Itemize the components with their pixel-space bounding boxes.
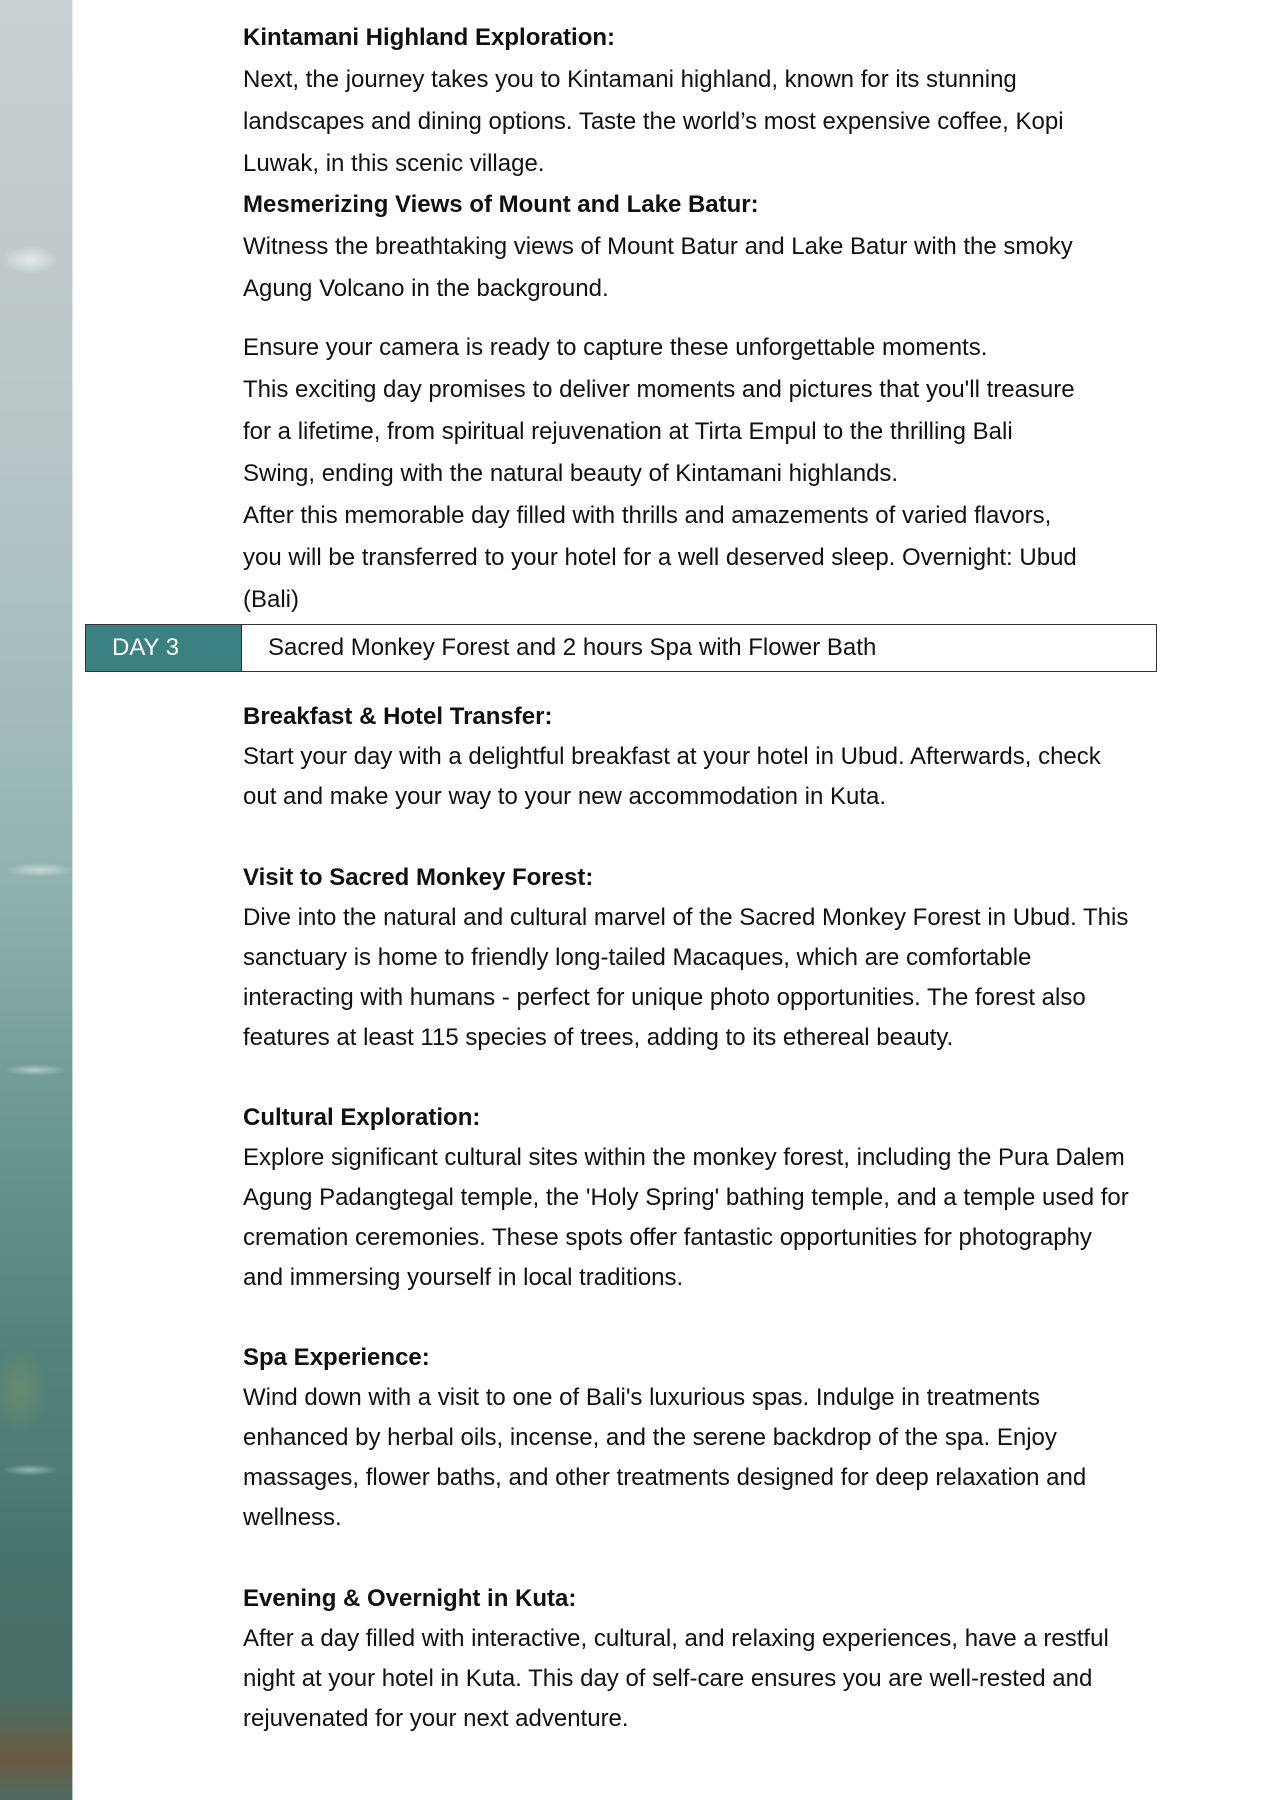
day-number-label: DAY 3: [86, 625, 242, 671]
paragraph-line: wellness.: [243, 1504, 342, 1531]
paragraph-line: out and make your way to your new accommodation in Kuta.: [243, 783, 887, 810]
paragraph-line: (Bali): [243, 586, 300, 613]
paragraph-line: After a day filled with interactive, cultural, and relaxing experiences, have a restful: [243, 1625, 1109, 1652]
paragraph-line: After this memorable day filled with thrills and amazements of varied flavors,: [243, 502, 1052, 529]
paragraph-line: features at least 115 species of trees, adding to its ethereal beauty.: [243, 1024, 954, 1051]
paragraph-line: interacting with humans - perfect for unique photo opportunities. The forest also: [243, 984, 1086, 1011]
section-heading: Visit to Sacred Monkey Forest:: [243, 864, 594, 891]
paragraph-line: you will be transferred to your hotel for a well deserved sleep. Overnight: Ubud: [243, 544, 1077, 571]
paragraph-line: for a lifetime, from spiritual rejuvenation at Tirta Empul to the thrilling Bali: [243, 418, 1013, 445]
paragraph-line: Agung Padangtegal temple, the 'Holy Spring' bathing temple, and a temple used for: [243, 1184, 1129, 1211]
paragraph-line: Start your day with a delightful breakfast at your hotel in Ubud. Afterwards, check: [243, 743, 1101, 770]
paragraph-line: Explore significant cultural sites within the monkey forest, including the Pura Dalem: [243, 1144, 1125, 1171]
paragraph-line: massages, flower baths, and other treatments designed for deep relaxation and: [243, 1464, 1087, 1491]
section-heading: Kintamani Highland Exploration:: [243, 24, 616, 51]
paragraph-line: night at your hotel in Kuta. This day of self-care ensures you are well-rested and: [243, 1665, 1093, 1692]
day-header-bar: [85, 624, 1157, 672]
decorative-side-photo-strip: [0, 0, 73, 1800]
section-heading: Cultural Exploration:: [243, 1104, 481, 1131]
paragraph-line: Dive into the natural and cultural marvel of the Sacred Monkey Forest in Ubud. This: [243, 904, 1129, 931]
day-title: Sacred Monkey Forest and 2 hours Spa with Flower Bath: [242, 625, 1156, 671]
paragraph-line: Ensure your camera is ready to capture these unforgettable moments.: [243, 334, 988, 361]
paragraph-line: and immersing yourself in local traditions.: [243, 1264, 684, 1291]
paragraph-line: Next, the journey takes you to Kintamani highland, known for its stunning: [243, 66, 1017, 93]
paragraph-line: Luwak, in this scenic village.: [243, 150, 545, 177]
paragraph-line: Swing, ending with the natural beauty of Kintamani highlands.: [243, 460, 899, 487]
paragraph-line: sanctuary is home to friendly long-tailed Macaques, which are comfortable: [243, 944, 1032, 971]
section-heading: Evening & Overnight in Kuta:: [243, 1585, 577, 1612]
paragraph-line: Agung Volcano in the background.: [243, 275, 609, 302]
paragraph-line: cremation ceremonies. These spots offer fantastic opportunities for photography: [243, 1224, 1092, 1251]
paragraph-line: Witness the breathtaking views of Mount Batur and Lake Batur with the smoky: [243, 233, 1073, 260]
paragraph-line: Wind down with a visit to one of Bali's luxurious spas. Indulge in treatments: [243, 1384, 1040, 1411]
paragraph-line: landscapes and dining options. Taste the world’s most expensive coffee, Kopi: [243, 108, 1064, 135]
paragraph-line: rejuvenated for your next adventure.: [243, 1705, 629, 1732]
section-heading: Mesmerizing Views of Mount and Lake Batur:: [243, 191, 759, 218]
section-heading: Spa Experience:: [243, 1344, 430, 1371]
paragraph-line: This exciting day promises to deliver moments and pictures that you'll treasure: [243, 376, 1075, 403]
section-heading: Breakfast & Hotel Transfer:: [243, 703, 553, 730]
paragraph-line: enhanced by herbal oils, incense, and the serene backdrop of the spa. Enjoy: [243, 1424, 1057, 1451]
